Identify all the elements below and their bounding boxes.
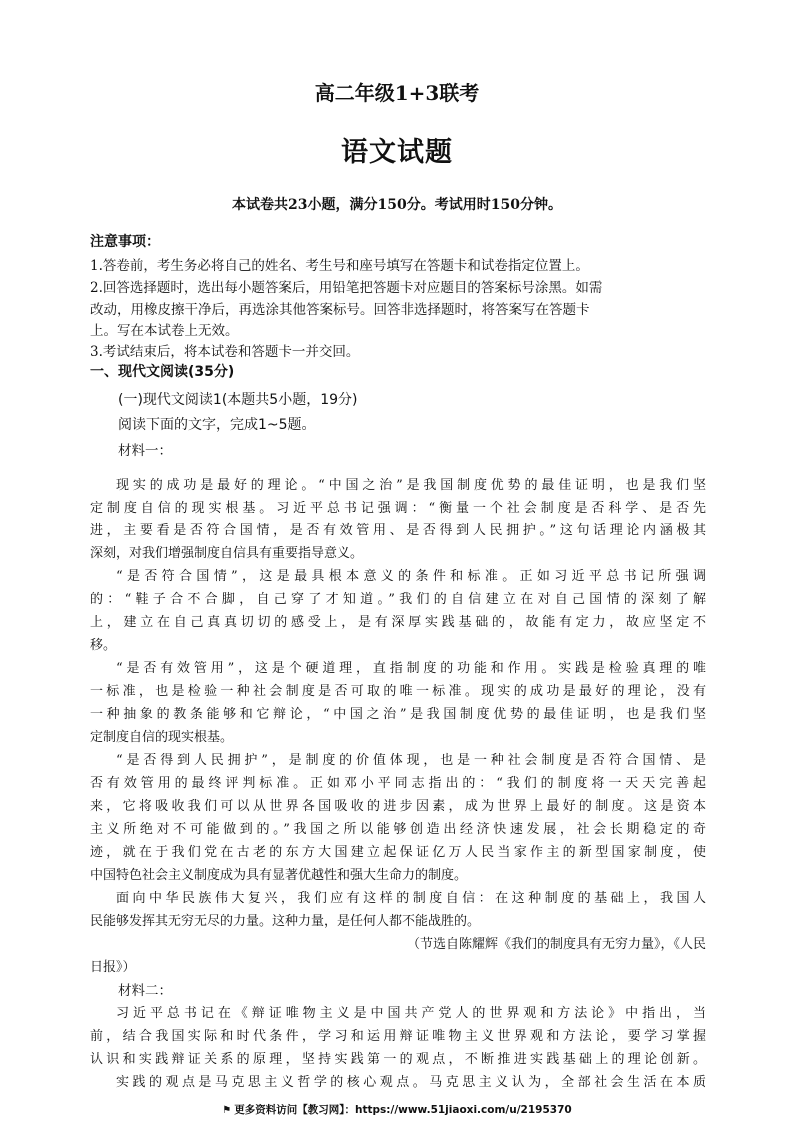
paragraph-line: 认识和实践辩证关系的原理，坚持实践第一的观点，不断推进实践基础上的理论创新。 [90,1052,706,1067]
exam-title: 高二年级1+3联考 [314,81,480,105]
paragraph-line: 定制度自信的现实根基。习近平总书记强调：“衡量一个社会制度是否科学、是否先 [90,501,706,516]
paragraph-line: 定制度自信的现实根基。 [90,730,234,745]
paragraph-line: 移。 [90,638,117,653]
paragraph-line: “是否有效管用”，这是个硬道理，直指制度的功能和作用。实践是检验真理的唯 [116,661,706,676]
notice-line: 上。写在本试卷上无效。 [90,323,239,339]
source-citation: （节选自陈耀辉《我们的制度具有无穷力量》，《人民 [406,937,706,952]
paragraph-line: 主义所绝对不可能做到的。”我国之所以能够创造出经济快速发展，社会长期稳定的奇 [90,822,706,837]
paragraph-line: 面向中华民族伟大复兴，我们应有这样的制度自信：在这种制度的基础上，我国人 [116,891,706,906]
paragraph-line: 深刻，对我们增强制度自信具有重要指导意义。 [90,546,364,561]
exam-info: 本试卷共23小题，满分150分。考试用时150分钟。 [232,197,562,213]
paragraph-line: 否有效管用的最终评判标准。正如邓小平同志指出的：“我们的制度将一天天完善起 [90,776,706,791]
paragraph-line: 现实的成功是最好的理论。“中国之治”是我国制度优势的最佳证明，也是我们坚 [116,478,706,493]
paragraph-line: “是否符合国情”，这是最具根本意义的条件和标准。正如习近平总书记所强调 [116,569,706,584]
notice-line: 2.回答选择题时，选出每小题答案后，用铅笔把答题卡对应题目的答案标号涂黑。如需 [90,280,603,296]
paragraph-line: 民能够发挥其无穷无尽的力量。这种力量，是任何人都不能战胜的。 [90,914,481,929]
paragraph-line: 实践的观点是马克思主义哲学的核心观点。马克思主义认为，全部社会生活在本质 [116,1075,706,1090]
subsection-heading: (一)现代文阅读1(本题共5小题，19分) [118,392,358,408]
flag-icon: ⚑ [222,1105,232,1116]
material-one-label: 材料一： [118,443,172,459]
paragraph-line: 习近平总书记在《辩证唯物主义是中国共产党人的世界观和方法论》中指出，当 [116,1006,706,1021]
source-citation: 日报》） [90,960,136,975]
paragraph-line: 一种抽象的教条能够和它辩论，“中国之治”是我国制度优势的最佳证明，也是我们坚 [90,707,706,722]
paragraph-line: 进，主要看是否符合国情，是否有效管用、是否得到人民拥护。”这句话理论内涵极其 [90,523,706,538]
paragraph-line: 一标准，也是检验一种社会制度是否可取的唯一标准。现实的成功是最好的理论，没有 [90,684,706,699]
footer-text[interactable]: 更多资料访问【教习网】：https://www.51jiaoxi.com/u/2195370 [234,1104,572,1116]
paragraph-line: 前，结合我国实际和时代条件，学习和运用辩证唯物主义世界观和方法论，要学习掌握 [90,1029,706,1044]
subject-title: 语文试题 [341,137,453,168]
notice-heading: 注意事项： [90,234,160,250]
paragraph-line: 的：“鞋子合不合脚，自己穿了才知道。”我们的自信建立在对自己国情的深刻了解 [90,592,706,607]
paragraph-line: 来，它将吸收我们可以从世界各国吸收的进步因素，成为世界上最好的制度。这是资本 [90,799,706,814]
footer-link[interactable] [0,1102,794,1117]
paragraph-line: 上，建立在自己真真切切的感受上，是有深厚实践基础的，故能有定力，故应坚定不 [90,615,706,630]
notice-line: 3.考试结束后，将本试卷和答题卡一并交回。 [90,344,360,360]
reading-instruction: 阅读下面的文字，完成1~5题。 [118,417,316,433]
material-two-label: 材料二： [118,983,172,999]
paragraph-line: “是否得到人民拥护”，是制度的价值体现，也是一种社会制度是否符合国情、是 [116,753,706,768]
paragraph-line: 迹，就在于我们党在古老的东方大国建立起保证亿万人民当家作主的新型国家制度，使 [90,845,706,860]
notice-line: 1.答卷前，考生务必将自己的姓名、考生号和座号填写在答题卡和试卷指定位置上。 [90,258,589,274]
paragraph-line: 中国特色社会主义制度成为具有显著优越性和强大生命力的制度。 [90,868,468,883]
section-heading: 一、现代文阅读(35分) [90,364,235,380]
notice-line: 改动，用橡皮擦干净后，再选涂其他答案标号。回答非选择题时，将答案写在答题卡 [90,302,590,318]
